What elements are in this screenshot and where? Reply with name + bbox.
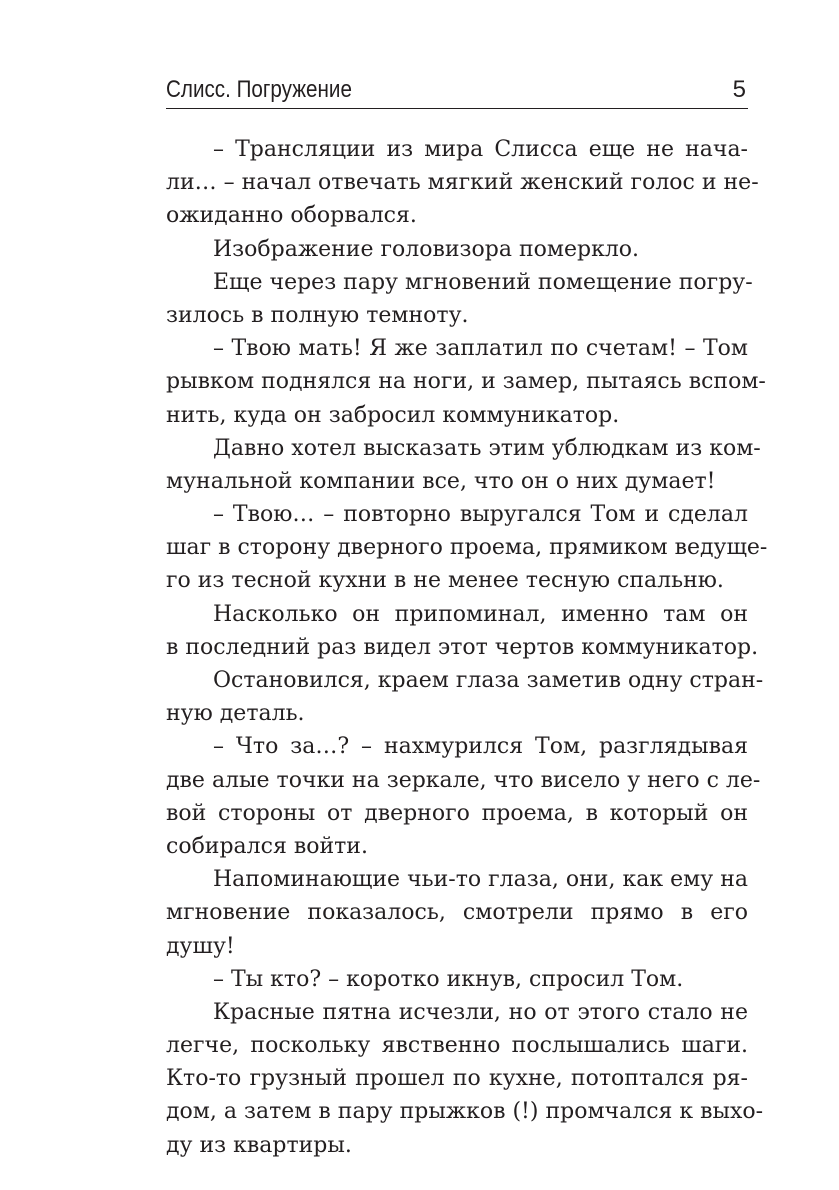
paragraph — [166, 332, 766, 432]
text-line: зилось в полную темноту. — [166, 302, 469, 328]
text-line: – Что за…? – нахмурился Том, разглядывая — [213, 734, 748, 760]
paragraph — [166, 233, 748, 266]
text-line: собирался войти. — [166, 833, 368, 859]
paragraph — [166, 996, 764, 1162]
text-line: – Твою мать! Я же заплатил по счетам! – Том — [213, 336, 748, 362]
paragraph — [166, 498, 768, 598]
paragraph — [166, 266, 753, 332]
text-line: ли… – начал отвечать мягкий женский голос и не- — [166, 170, 759, 196]
text-line: ду из квартиры. — [166, 1132, 352, 1158]
text-line: Остановился, краем глаза заметив одну стран- — [213, 668, 764, 693]
paragraph — [166, 963, 748, 996]
text-line: ожиданно оборвался. — [166, 203, 417, 229]
paragraph — [166, 664, 764, 730]
text-line: – Трансляции из мира Слисса еще не нача- — [213, 137, 748, 162]
paragraph — [166, 730, 761, 863]
text-line: рывком поднялся на ноги, и замер, пытаясь вспом- — [166, 369, 766, 395]
text-line: дом, а затем в пару прыжков (!) промчался к выхо- — [166, 1099, 764, 1125]
paragraph — [166, 598, 759, 664]
text-line: две алые точки на зеркале, что висело у него с ле- — [166, 767, 761, 793]
page-number: 5 — [732, 76, 746, 103]
text-line: мгновение показалось, смотрели прямо в его — [166, 900, 748, 926]
text-line: – Твою… – повторно выругался Том и сделал — [213, 502, 748, 528]
text-line: Красные пятна исчезли, но от этого стало не — [213, 999, 748, 1025]
text-line: нить, куда он забросил коммуникатор. — [166, 402, 620, 428]
text-line: ную деталь. — [166, 701, 305, 727]
text-line: Давно хотел высказать этим ублюдкам из ком- — [213, 435, 761, 461]
paragraph — [166, 133, 759, 233]
text-line: го из тесной кухни в не менее тесную спальню. — [166, 568, 724, 594]
text-line: шаг в сторону дверного проема, прямиком ведуще- — [166, 535, 768, 561]
page-header — [166, 74, 748, 108]
text-line: в последний раз видел этот чертов коммуникатор. — [166, 634, 759, 660]
text-line: Еще через пару мгновений помещение погру- — [213, 269, 753, 295]
paragraph — [166, 432, 761, 498]
text-line: Кто-то грузный прошел по кухне, потоптался ря- — [166, 1066, 748, 1092]
running-title: Слисс. Погружение — [166, 76, 352, 103]
text-line: Изображение головизора померкло. — [213, 236, 640, 262]
text-line: Насколько он припоминал, именно там он — [213, 601, 748, 627]
text-line: вой стороны от дверного проема, в который он — [166, 800, 748, 826]
text-line: Напоминающие чьи-то глаза, они, как ему на — [213, 867, 748, 893]
text-line: душу! — [166, 933, 235, 959]
text-line: легче, поскольку явственно послышались шаги. — [166, 1033, 748, 1059]
paragraph — [166, 863, 748, 963]
body-text — [166, 133, 768, 1162]
header-rule — [166, 108, 748, 109]
text-line: – Ты кто? – коротко икнув, спросил Том. — [213, 966, 684, 992]
text-line: мунальной компании все, что он о них думает! — [166, 468, 716, 494]
